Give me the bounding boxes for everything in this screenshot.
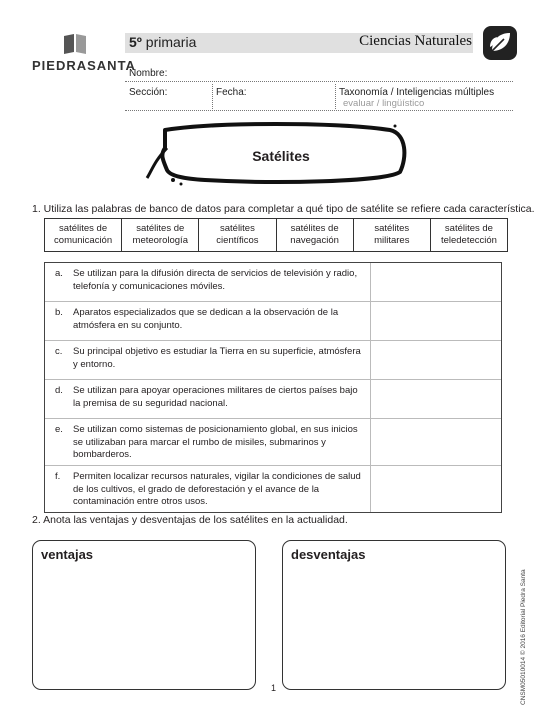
item-text: b. Aparatos especializados que se dedican a la observación de la atmósfera en su conjunto.	[45, 302, 371, 340]
divider	[335, 84, 336, 109]
page-number: 1	[271, 683, 277, 693]
item-text: e. Se utilizan como sistemas de posicionamiento global, en sus inicios se utilizaban para marcar el rumbo de misiles, submarinos y bombarderos.	[45, 419, 371, 465]
leaf-icon	[482, 25, 518, 61]
answer-cell[interactable]	[371, 263, 501, 301]
question-1: 1. Utiliza las palabras de banco de datos para completar a qué tipo de satélite se refiere cada característica.	[32, 203, 535, 215]
answer-cell[interactable]	[371, 341, 501, 379]
ventajas-title: ventajas	[41, 547, 94, 562]
bank-word: satélites de navegación	[277, 219, 354, 251]
answer-cell[interactable]	[371, 380, 501, 418]
nombre-label: Nombre:	[129, 68, 168, 79]
table-row	[45, 341, 501, 380]
seccion-label: Sección:	[129, 87, 168, 98]
desventajas-box[interactable]	[282, 540, 506, 690]
item-text: c. Su principal objetivo es estudiar la Tierra en su superficie, atmósfera y entorno.	[45, 341, 371, 379]
bank-word: satélites militares	[354, 219, 431, 251]
item-text: a. Se utilizan para la difusión directa de servicios de televisión y radio, telefonía y comunicaciones móviles.	[45, 263, 371, 301]
taxonomia-hint: evaluar / lingüístico	[343, 98, 425, 109]
bank-word: satélites científicos	[199, 219, 276, 251]
item-text: f. Permiten localizar recursos naturales, vigilar la condiciones de salud de los cultivos, el grado de deforestación y el avance de la contaminación entre otros usos.	[45, 466, 371, 512]
table-row	[45, 302, 501, 341]
answer-cell[interactable]	[371, 419, 501, 465]
table-row	[45, 419, 501, 466]
characteristics-table	[44, 262, 502, 513]
bank-word: satélites de comunicación	[45, 219, 122, 251]
question-2: 2. Anota las ventajas y desventajas de los satélites en la actualidad.	[32, 514, 348, 526]
publisher-book-icon	[62, 32, 88, 54]
taxonomia-label: Taxonomía / Inteligencias múltiples	[339, 87, 495, 98]
copyright-note: CNSM05010014 © 2016 Editorial Piedra Santa	[520, 569, 527, 705]
table-row	[45, 263, 501, 302]
grade-label: 5º primaria	[129, 34, 197, 50]
divider	[212, 84, 213, 109]
nombre-field[interactable]	[125, 81, 513, 82]
publisher-logo: PIEDRASANTA	[32, 58, 136, 73]
table-row	[45, 466, 501, 512]
subject-title: Ciencias Naturales	[359, 33, 472, 49]
desventajas-title: desventajas	[291, 547, 366, 562]
table-row	[45, 380, 501, 419]
word-bank	[44, 218, 508, 252]
page-title: Satélites	[252, 148, 310, 164]
ventajas-box[interactable]	[32, 540, 256, 690]
item-text: d. Se utilizan para apoyar operaciones militares de ciertos países bajo la premisa de su seguridad nacional.	[45, 380, 371, 418]
bank-word: satélites de meteorología	[122, 219, 199, 251]
answer-cell[interactable]	[371, 466, 501, 512]
seccion-fecha-field[interactable]	[125, 110, 513, 111]
answer-cell[interactable]	[371, 302, 501, 340]
fecha-label: Fecha:	[216, 87, 247, 98]
bank-word: satélites de teledetección	[440, 223, 497, 246]
